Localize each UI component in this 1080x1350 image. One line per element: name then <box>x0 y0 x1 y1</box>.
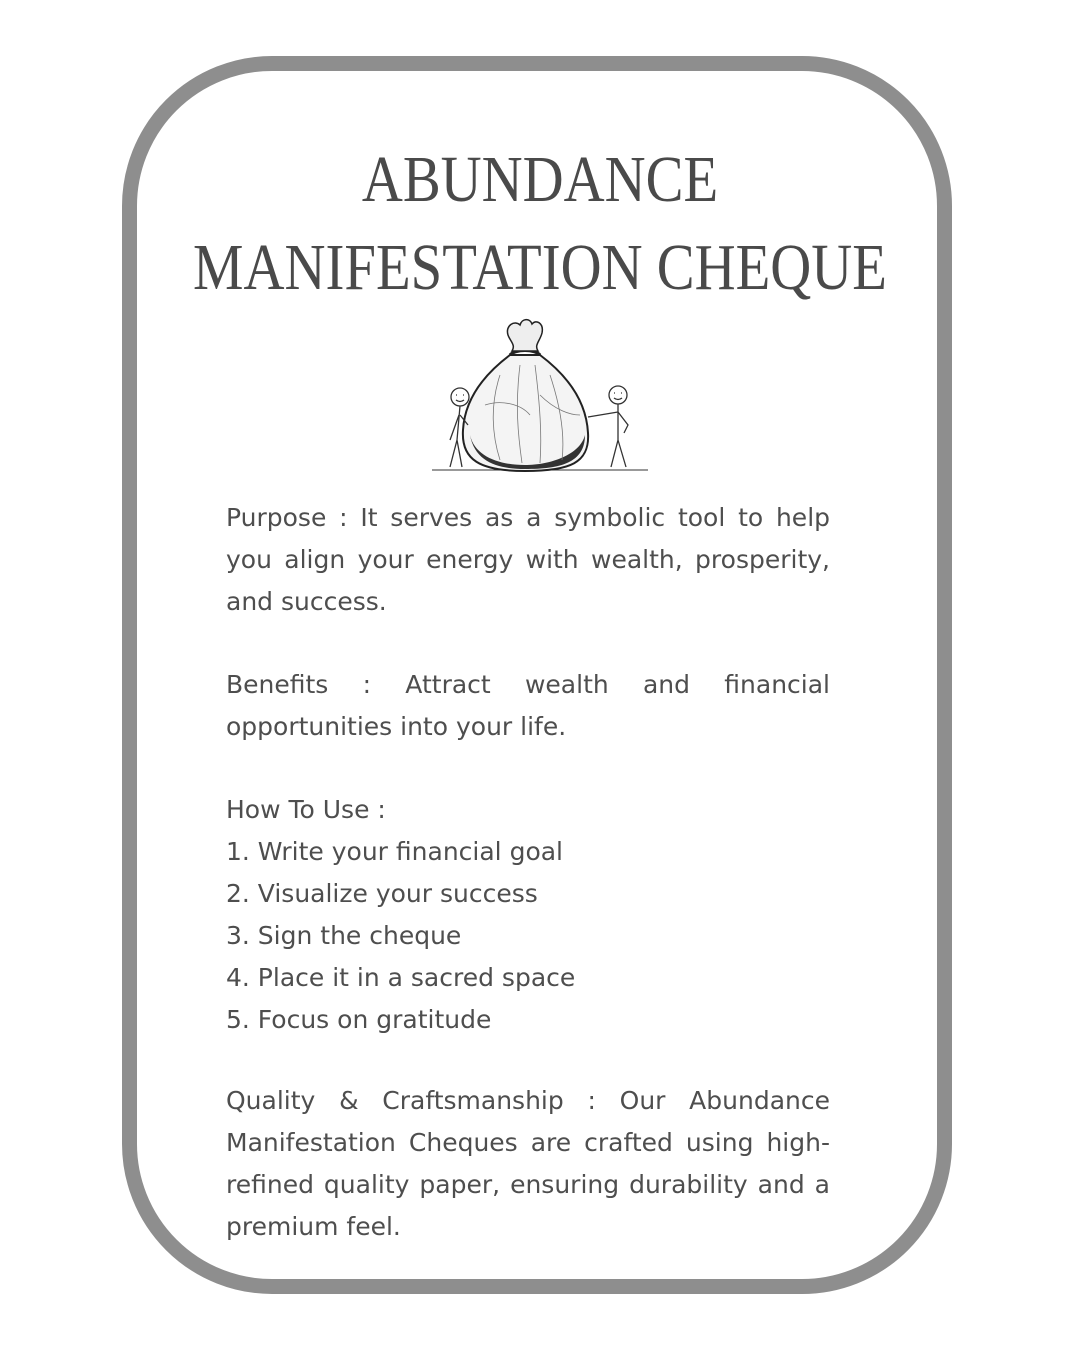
step-item: 5. Focus on gratitude <box>226 1005 492 1034</box>
quality-paragraph <box>226 1080 830 1248</box>
benefits-section <box>226 664 830 748</box>
step-item: 2. Visualize your success <box>226 879 538 908</box>
benefits-text: Attract wealth and financial opportunities into your life. <box>226 670 831 741</box>
purpose-label: Purpose : <box>226 503 348 532</box>
quality-section <box>226 1080 830 1248</box>
purpose-paragraph <box>226 497 830 623</box>
benefits-paragraph <box>226 664 830 748</box>
title-line-1: ABUNDANCE <box>361 143 719 216</box>
quality-label: Quality & Craftsmanship : <box>226 1086 596 1115</box>
quality-text: Our Abundance Manifestation Cheques are crafted using high-refined quality paper, ensuring durability and a premium feel. <box>226 1086 830 1241</box>
how-to-use-heading: How To Use : <box>226 795 386 824</box>
how-to-use-steps <box>226 831 830 1041</box>
benefits-label: Benefits : <box>226 670 372 699</box>
title-line-2: MANIFESTATION CHEQUE <box>193 231 887 304</box>
step-item: 3. Sign the cheque <box>226 921 462 950</box>
step-item: 1. Write your financial goal <box>226 837 563 866</box>
step-item: 4. Place it in a sacred space <box>226 963 576 992</box>
how-to-use-section <box>226 789 830 1041</box>
purpose-section <box>226 497 830 623</box>
money-bag-icon <box>430 315 650 475</box>
purpose-text: It serves as a symbolic tool to help you align your energy with wealth, prosperity, and success. <box>226 503 831 616</box>
